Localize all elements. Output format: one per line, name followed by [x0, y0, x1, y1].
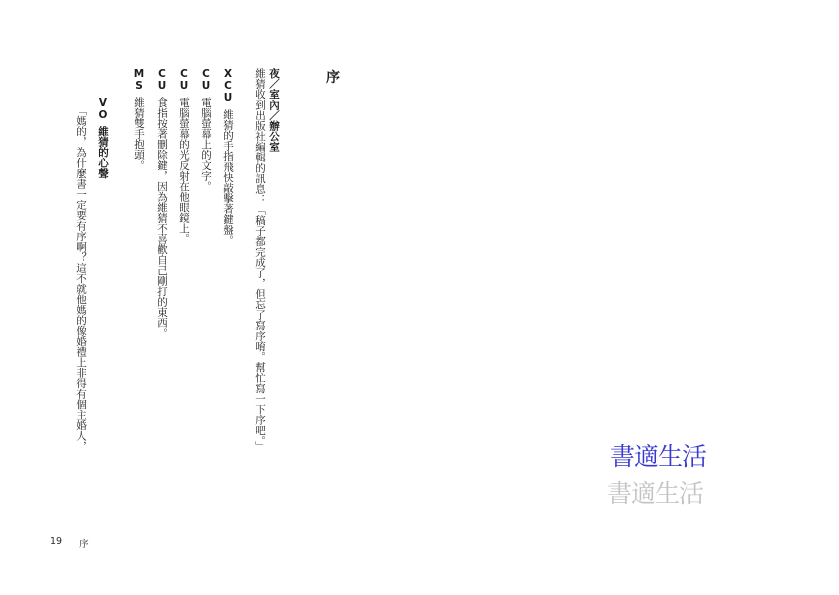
shot-line-ms — [133, 68, 145, 508]
scene-heading: 夜／室內／辦公室 — [268, 68, 280, 152]
folio-chapter-label: 序 — [79, 539, 89, 550]
shot-abbrev: MS — [133, 68, 145, 92]
shot-line-cu-3 — [156, 68, 168, 508]
shot-abbrev: XCU — [222, 68, 234, 104]
screenplay-text — [75, 68, 280, 508]
shot-text: 維猜的手指飛快敲擊著鍵盤。 — [222, 109, 234, 246]
shot-line-xcu — [222, 68, 234, 508]
shot-line-cu-2 — [178, 68, 190, 508]
publisher-watermark: 書適生活 — [607, 479, 704, 508]
vo-text: 維猜的心聲 — [97, 126, 109, 179]
shot-line-cu-1 — [200, 68, 212, 508]
shot-text: 電腦螢幕上的文字。 — [200, 97, 212, 192]
page-number: 19 — [50, 536, 63, 547]
publisher-link[interactable]: 書適生活 — [610, 442, 707, 471]
shot-text: 食指按著刪除鍵，因為維猜不喜歡自己剛打的東西。 — [156, 97, 168, 339]
shot-text: 維猜雙手抱頭。 — [133, 97, 145, 171]
shot-abbrev: CU — [156, 68, 168, 92]
shot-text: 電腦螢幕的光反射在他眼鏡上。 — [178, 97, 190, 244]
voiceover-heading — [97, 97, 109, 508]
page-folio — [50, 536, 89, 550]
monologue-line: 「媽的，為什麼書一定要有序啊？這不就他媽的像婚禮上非得有個主婚人， — [75, 105, 87, 452]
chapter-title: 序 — [326, 70, 340, 86]
shot-abbrev: CU — [178, 68, 190, 92]
shot-abbrev: CU — [200, 68, 212, 92]
scene-description: 維猜收到出版社編輯的訊息：「稿子都完成了，但忘了寫序唷。幫忙寫一下序吧。」 — [254, 68, 266, 452]
vo-abbrev: VO — [97, 97, 109, 121]
